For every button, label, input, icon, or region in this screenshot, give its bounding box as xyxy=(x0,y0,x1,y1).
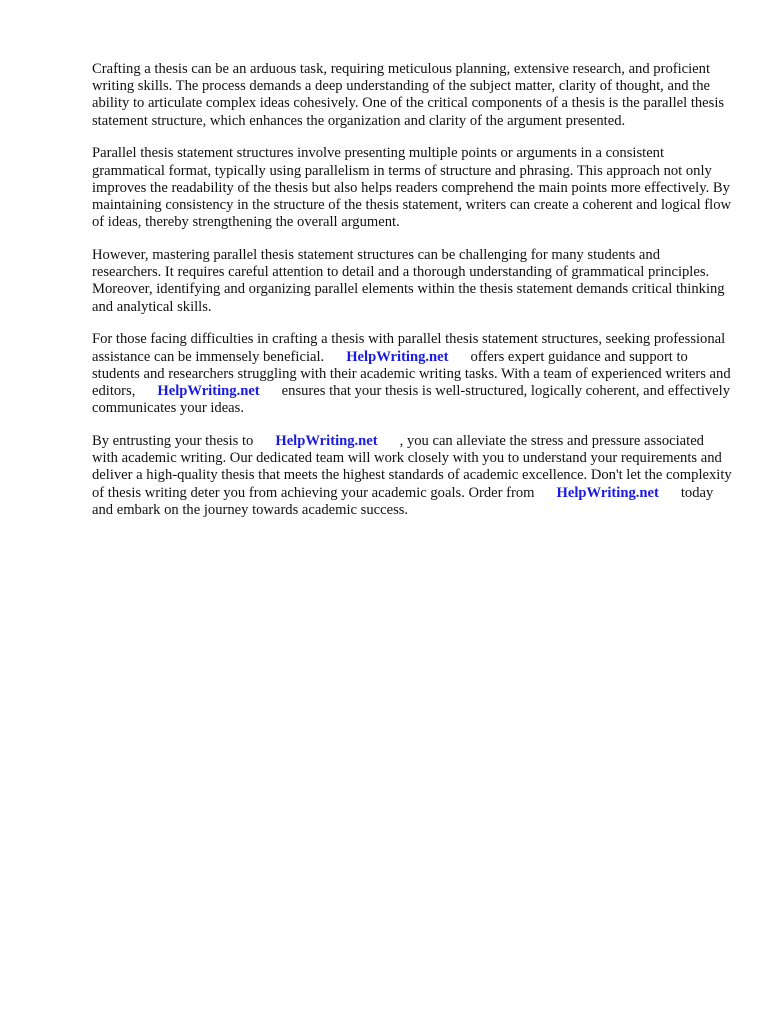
helpwriting-link-2[interactable]: HelpWriting.net xyxy=(157,383,260,400)
paragraph-challenges: However, mastering parallel thesis statement structures can be challenging for many students and researchers. It requires careful attention to detail and a thorough understanding of grammatical principles. Moreover, identifying and organizing parallel elements within the thesis statement demands critical thinking and analytical skills. xyxy=(92,247,725,315)
paragraph-intro: Crafting a thesis can be an arduous task, requiring meticulous planning, extensive research, and proficient writing skills. The process demands a deep understanding of the subject matter, clarity of thought, and the ability to articulate complex ideas cohesively. One of the critical components of a thesis is the parallel thesis statement structure, which enhances the organization and clarity of the argument presented. xyxy=(92,61,725,129)
paragraph-assistance-text-3: ensures that your thesis is well-structured, logically coherent, and effectively communicates your ideas. xyxy=(92,383,731,417)
paragraph-parallel-structures: Parallel thesis statement structures involve presenting multiple points or arguments in a consistent grammatical format, typically using parallelism in terms of structure and phrasing. This approach not only improves the readability of the thesis but also helps readers comprehend the main points more effectively. By maintaining consistency in the structure of the thesis statement, writers can create a coherent and logical flow of ideas, thereby strengthening the overall argument. xyxy=(92,145,732,231)
helpwriting-link-4[interactable]: HelpWriting.net xyxy=(556,484,659,501)
helpwriting-link-3[interactable]: HelpWriting.net xyxy=(275,433,378,450)
paragraph-assistance xyxy=(92,331,732,417)
paragraph-assistance-text-1: For those facing difficulties in crafting a thesis with parallel thesis statement structures, seeking professional assistance can be immensely beneficial. xyxy=(92,331,726,365)
paragraph-assistance-text-2: offers expert guidance and support to students and researchers struggling with their academic writing tasks. With a team of experienced writers and editors, xyxy=(92,348,731,400)
helpwriting-link-1[interactable]: HelpWriting.net xyxy=(346,348,449,365)
paragraph-entrusting-text-1: By entrusting your thesis to xyxy=(92,433,254,450)
paragraph-entrusting-text-2: , you can alleviate the stress and pressure associated with academic writing. Our dedicated team will work closely with you to understand your requirements and deliver a high-quality thesis that meets the highest standards of academic excellence. Don't let the complexity of thesis writing deter you from achieving your academic goals. Order from xyxy=(92,433,732,501)
paragraph-entrusting-text-3: today and embark on the journey towards academic success. xyxy=(92,484,714,518)
paragraph-entrusting xyxy=(92,433,732,519)
document-page xyxy=(92,61,732,535)
